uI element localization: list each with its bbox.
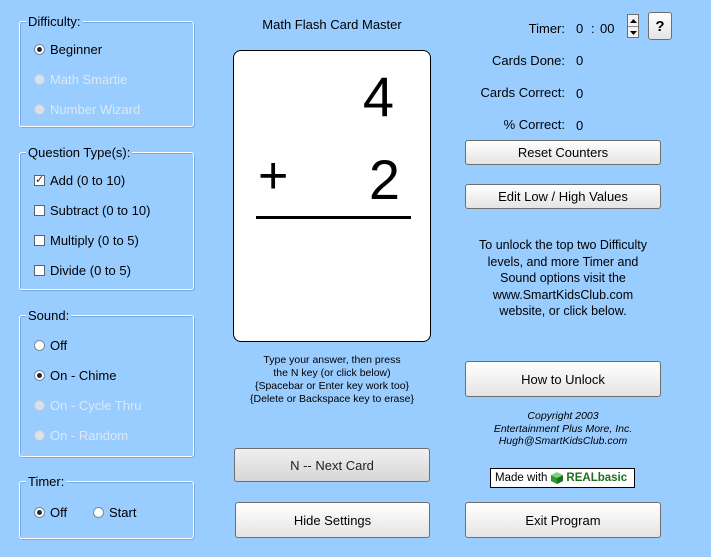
multiply-checkbox[interactable] <box>34 232 139 248</box>
unlock-text <box>455 237 671 320</box>
checkbox-label: Add (0 to 10) <box>50 172 126 188</box>
made-with-badge[interactable] <box>490 468 635 488</box>
hide-settings-button[interactable] <box>235 502 430 538</box>
checkbox-label: Divide (0 to 5) <box>50 262 131 278</box>
exit-program-button[interactable] <box>465 502 661 538</box>
cards-correct-value: 0 <box>576 86 584 101</box>
realbasic-cube-icon <box>550 471 564 485</box>
radio-label: On - Random <box>50 427 129 443</box>
copyright-line3: Hugh@SmartKidsClub.com <box>498 435 628 447</box>
radio-indicator[interactable] <box>34 74 45 85</box>
how-to-unlock-label: How to Unlock <box>521 371 605 387</box>
sound-group <box>19 308 194 457</box>
unlock-line5: website, or click below. <box>499 304 627 318</box>
pct-correct-label: % Correct: <box>503 117 565 132</box>
question-types-title: Question Type(s): <box>28 145 131 160</box>
timer-start-radio[interactable] <box>93 504 136 520</box>
sound-title: Sound: <box>28 308 70 323</box>
spinner-down-icon[interactable] <box>628 27 638 38</box>
radio-label: Math Smartie <box>50 71 128 87</box>
difficulty-beginner-radio[interactable] <box>34 41 102 57</box>
radio-label: On - Chime <box>50 367 117 383</box>
difficulty-group <box>19 14 194 127</box>
help-icon: ? <box>655 17 665 35</box>
how-to-unlock-button[interactable] <box>465 361 661 397</box>
timer-minutes: 0 <box>576 21 584 36</box>
add-checkbox[interactable] <box>34 172 125 188</box>
checkbox-indicator[interactable] <box>34 175 45 186</box>
difficulty-math-smartie-radio[interactable] <box>34 71 127 87</box>
next-card-button[interactable] <box>234 448 430 482</box>
radio-label: Off <box>50 337 68 353</box>
reset-counters-label: Reset Counters <box>517 145 609 160</box>
cards-done-value: 0 <box>576 53 584 68</box>
pct-correct-value: 0 <box>576 118 584 133</box>
instructions <box>233 354 431 406</box>
exit-program-label: Exit Program <box>525 512 601 528</box>
difficulty-number-wizard-radio[interactable] <box>34 101 140 117</box>
flash-card <box>233 50 431 342</box>
radio-label: On - Cycle Thru <box>50 397 142 413</box>
badge-brand: REALbasic <box>566 472 628 484</box>
edit-values-label: Edit Low / High Values <box>498 189 628 204</box>
radio-label: Start <box>109 504 137 520</box>
cards-correct-label: Cards Correct: <box>480 85 565 100</box>
sound-chime-radio[interactable] <box>34 367 116 383</box>
checkbox-indicator[interactable] <box>34 235 45 246</box>
divide-checkbox[interactable] <box>34 262 131 278</box>
radio-indicator[interactable] <box>34 507 45 518</box>
badge-prefix: Made with <box>495 472 548 484</box>
copyright <box>455 410 671 448</box>
card-operator: + <box>258 147 289 205</box>
timer-group <box>19 474 194 539</box>
card-top-number: 4 <box>362 65 394 128</box>
checkbox-indicator[interactable] <box>34 205 45 216</box>
unlock-line3: Sound options visit the <box>500 271 626 285</box>
instructions-line4: {Delete or Backspace key to erase} <box>249 393 414 405</box>
radio-indicator[interactable] <box>34 430 45 441</box>
instructions-line2: the N key (or click below) <box>273 367 391 379</box>
checkbox-label: Subtract (0 to 10) <box>50 202 151 218</box>
radio-indicator[interactable] <box>34 370 45 381</box>
edit-values-button[interactable] <box>465 184 661 209</box>
instructions-line3: {Spacebar or Enter key work too} <box>254 380 410 392</box>
subtract-checkbox[interactable] <box>34 202 150 218</box>
copyright-line1: Copyright 2003 <box>527 410 599 422</box>
difficulty-title: Difficulty: <box>28 14 81 29</box>
radio-indicator[interactable] <box>34 104 45 115</box>
timer-group-title: Timer: <box>28 474 65 489</box>
timer-spinner[interactable] <box>627 14 639 38</box>
checkbox-indicator[interactable] <box>34 265 45 276</box>
timer-seconds: 00 <box>600 21 615 36</box>
card-answer-line <box>256 216 411 219</box>
sound-cycle-radio[interactable] <box>34 397 142 413</box>
card-bottom-number: 2 <box>368 148 400 211</box>
question-types-group <box>19 145 194 290</box>
radio-indicator[interactable] <box>93 507 104 518</box>
spinner-up-icon[interactable] <box>628 15 638 27</box>
radio-indicator[interactable] <box>34 340 45 351</box>
checkbox-label: Multiply (0 to 5) <box>50 232 139 248</box>
cards-done-label: Cards Done: <box>492 53 565 68</box>
radio-label: Number Wizard <box>50 101 141 117</box>
help-button[interactable] <box>648 12 672 40</box>
hide-settings-label: Hide Settings <box>293 512 372 528</box>
radio-indicator[interactable] <box>34 44 45 55</box>
radio-indicator[interactable] <box>34 400 45 411</box>
sound-off-radio[interactable] <box>34 337 67 353</box>
sound-random-radio[interactable] <box>34 427 128 443</box>
radio-label: Off <box>50 504 68 520</box>
reset-counters-button[interactable] <box>465 140 661 165</box>
app-title: Math Flash Card Master <box>262 17 402 32</box>
unlock-line4: www.SmartKidsClub.com <box>492 287 634 302</box>
instructions-line1: Type your answer, then press <box>263 354 401 366</box>
copyright-line2: Entertainment Plus More, Inc. <box>493 422 633 435</box>
radio-label: Beginner <box>50 41 103 57</box>
unlock-line2: levels, and more Timer and <box>487 254 639 269</box>
next-card-label: N -- Next Card <box>290 457 374 473</box>
timer-separator: : <box>591 21 595 36</box>
timer-label: Timer: <box>528 21 565 36</box>
timer-off-radio[interactable] <box>34 504 67 520</box>
unlock-line1: To unlock the top two Difficulty <box>479 238 647 252</box>
